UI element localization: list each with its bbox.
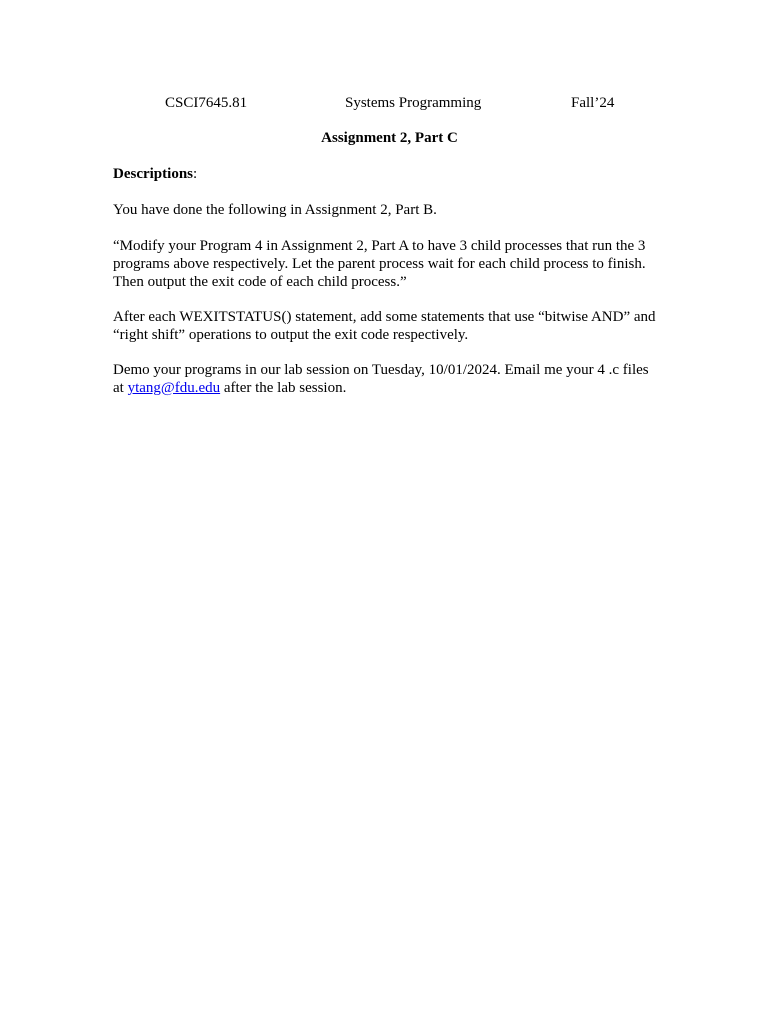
demo-line: Demo your programs in our lab session on Tuesday, 10/01/2024. Email me your 4 .c files <box>113 362 649 378</box>
demo-paragraph <box>113 361 673 397</box>
quote-line: Then output the exit code of each child process.” <box>113 274 407 290</box>
course-term: Fall’24 <box>571 95 615 111</box>
quote-line: “Modify your Program 4 in Assignment 2, Part A to have 3 child processes that run the 3 <box>113 238 646 254</box>
course-subject: Systems Programming <box>345 95 482 111</box>
course-header <box>0 94 768 112</box>
descriptions-heading <box>113 165 673 183</box>
descriptions-label: Descriptions <box>113 166 193 182</box>
intro-text: You have done the following in Assignment 2, Part B. <box>113 202 437 218</box>
course-number: CSCI7645.81 <box>165 95 248 111</box>
demo-line-email <box>113 379 673 397</box>
demo-suffix: after the lab session. <box>220 380 347 396</box>
quote-paragraph <box>113 237 673 291</box>
wexitstatus-paragraph <box>113 308 673 344</box>
quote-line: programs above respectively. Let the parent process wait for each child process to finish. <box>113 256 646 272</box>
intro-paragraph <box>113 201 673 219</box>
descriptions-colon: : <box>193 166 198 182</box>
demo-prefix: at <box>113 380 128 396</box>
email-link[interactable]: ytang@fdu.edu <box>127 380 221 396</box>
wexitstatus-line: “right shift” operations to output the exit code respectively. <box>113 327 469 343</box>
wexitstatus-line: After each WEXITSTATUS() statement, add some statements that use “bitwise AND” and <box>113 309 656 325</box>
assignment-title: Assignment 2, Part C <box>321 130 458 146</box>
